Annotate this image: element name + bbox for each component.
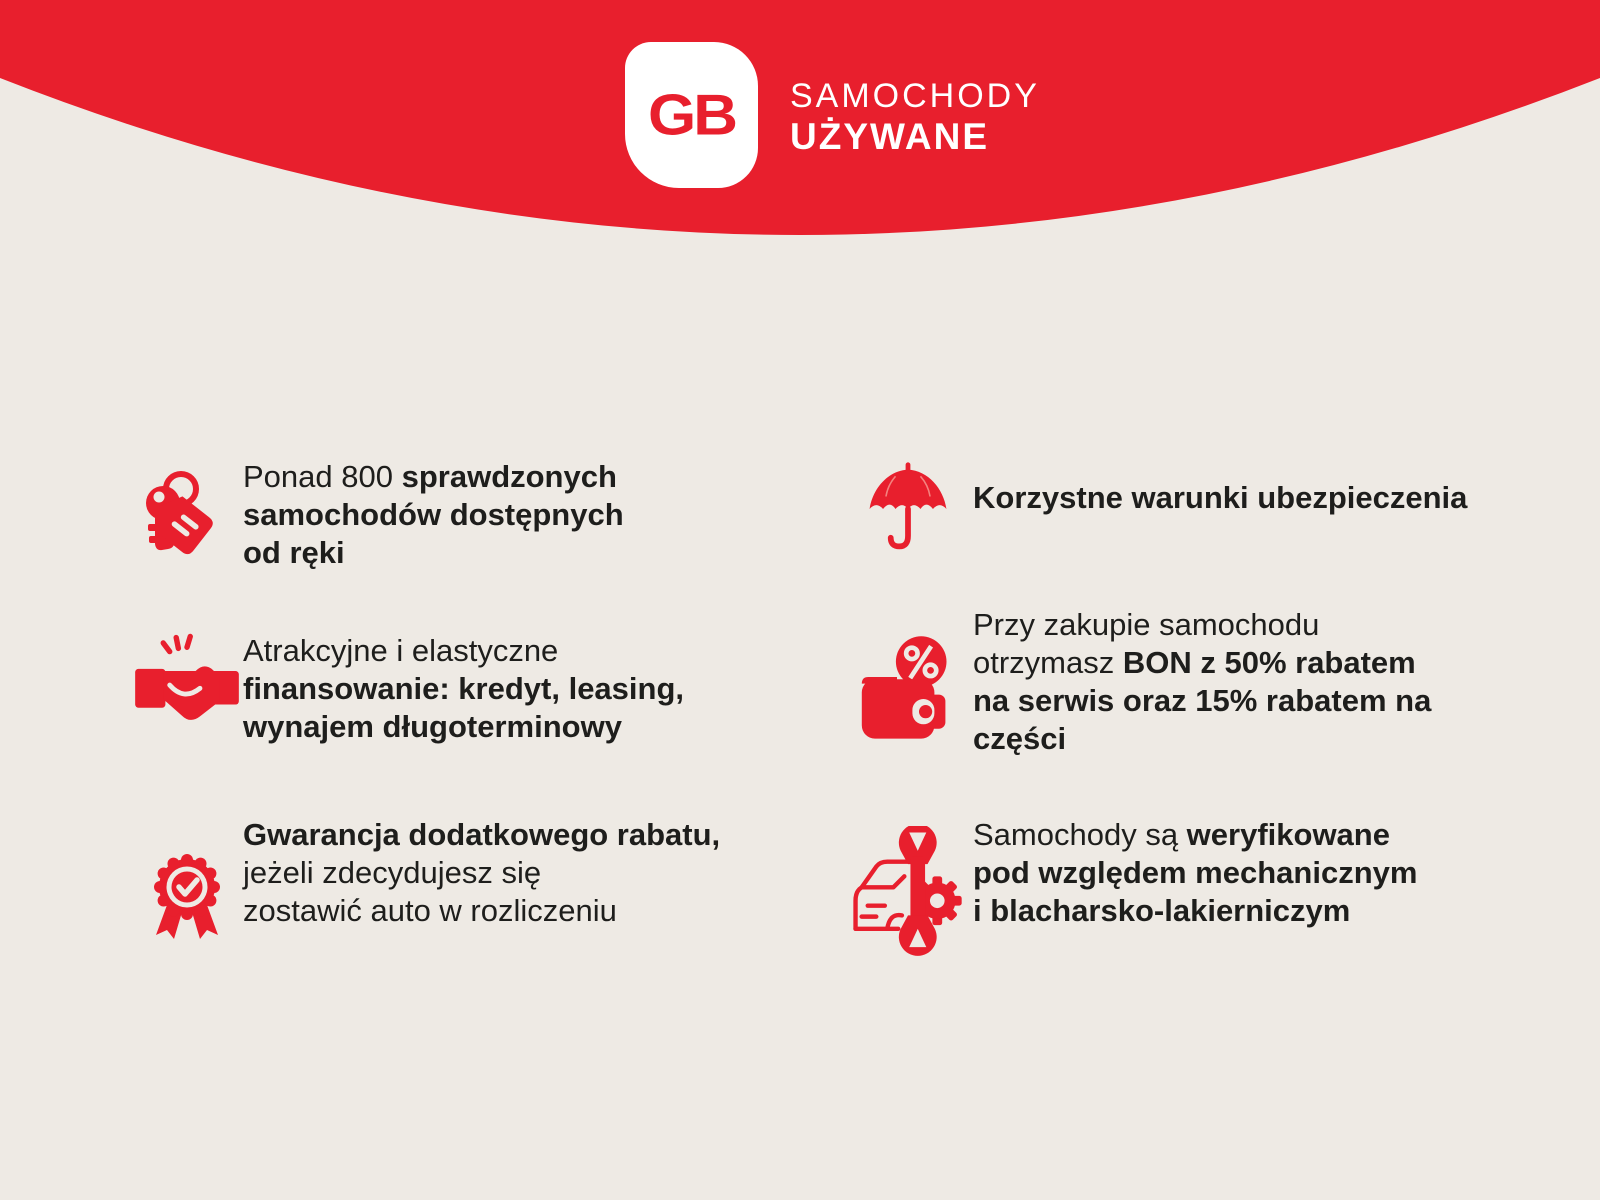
feature-text-line: zostawić auto w rozliczeniu [243, 893, 617, 928]
feature-text [973, 606, 1431, 758]
feature-text-line: wynajem długoterminowy [243, 709, 622, 744]
feature-text-line: finansowanie: kredyt, leasing, [243, 671, 685, 706]
feature-text-line: Przy zakupie samochodu [973, 607, 1320, 642]
feature-text [243, 458, 624, 572]
brand-wordmark-line2: UŻYWANE [790, 116, 989, 157]
feature-text-line: Samochody są weryfikowane [973, 817, 1390, 852]
feature-item [130, 812, 720, 952]
feature-text-line: samochodów dostępnych [243, 497, 624, 532]
feature-item [130, 458, 624, 572]
feature-text [973, 479, 1467, 517]
award-badge-icon [130, 812, 243, 952]
feature-text-line: otrzymasz BON z 50% rabatem [973, 645, 1416, 680]
feature-item [130, 622, 684, 746]
key-tag-icon [130, 458, 243, 563]
feature-item [843, 812, 1417, 956]
feature-text-line: Gwarancja dodatkowego rabatu, [243, 817, 721, 852]
feature-text-line: części [973, 721, 1067, 756]
feature-text-line: Korzystne warunki ubezpieczenia [973, 480, 1468, 515]
feature-text-line: Ponad 800 sprawdzonych [243, 459, 617, 494]
feature-item [843, 452, 1467, 558]
brand-logo-gb: GB [648, 83, 735, 147]
brand-wordmark-line1: SAMOCHODY [790, 77, 1040, 115]
handshake-icon [130, 622, 243, 743]
feature-text-line: Atrakcyjne i elastyczne [243, 633, 559, 668]
feature-text [243, 632, 684, 746]
feature-text [243, 816, 720, 930]
car-service-icon [843, 812, 973, 956]
brand-wordmark [790, 76, 1040, 158]
feature-item [843, 598, 1431, 758]
brand-logo-card [625, 42, 758, 188]
umbrella-icon [843, 452, 973, 558]
feature-text-line: na serwis oraz 15% rabatem na [973, 683, 1432, 718]
feature-text-line: jeżeli zdecydujesz się [243, 855, 542, 890]
feature-text-line: i blacharsko-lakierniczym [973, 893, 1351, 928]
feature-text-line: pod względem mechanicznym [973, 855, 1418, 890]
feature-text [973, 816, 1417, 930]
feature-text-line: od ręki [243, 535, 345, 570]
wallet-discount-icon [843, 598, 973, 748]
